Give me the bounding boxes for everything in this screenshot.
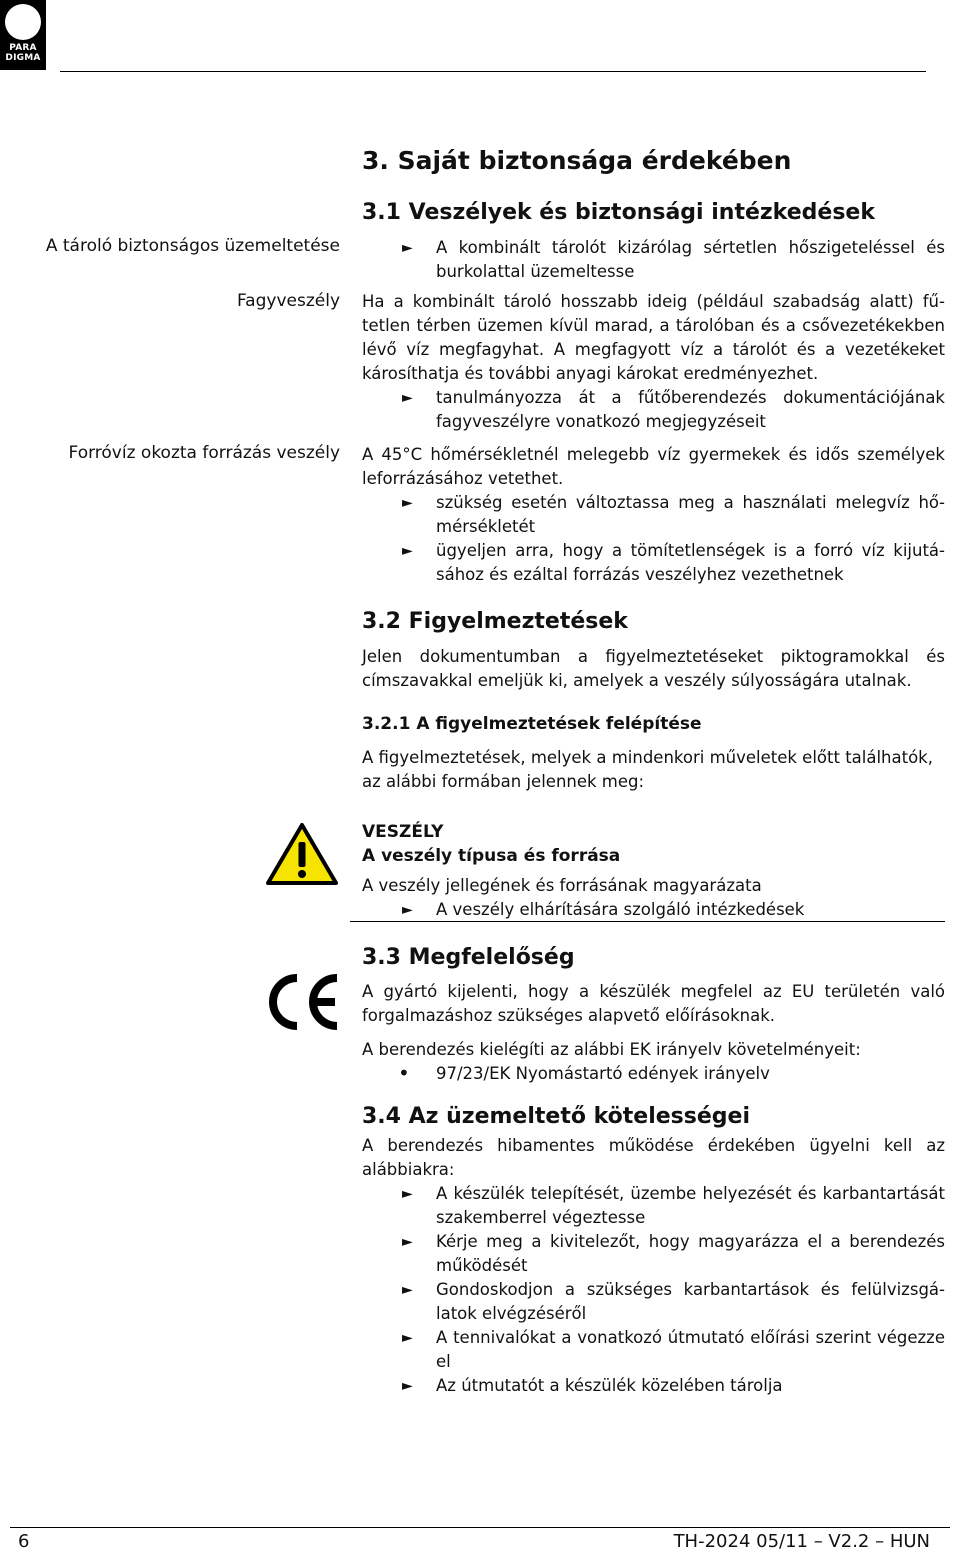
conformity-text: A gyártó kijelenti, hogy a készülék megfelel az EU területén való forgalmazáshoz szükséges alapvető előírásoknak. — [362, 982, 945, 1025]
warning-triangle-icon — [266, 823, 338, 885]
warning-type: A veszély típusa és forrása — [362, 846, 621, 866]
section-3-2-1-title: 3.2.1 A figyelmeztetések felépítése — [362, 714, 702, 734]
list-item: ► ügyeljen arra, hogy a tömítetlenségek is a forró víz kijutásához és ezáltal forrázás veszélyhez vezethetnek — [402, 541, 945, 584]
bullet-arrow-icon: ► — [402, 1378, 413, 1394]
scald-block — [362, 443, 945, 587]
list-item: ► szükség esetén változtassa meg a használati melegvíz hőmérsékletét — [402, 493, 945, 536]
frost-block — [362, 290, 945, 434]
section-3-2-text: Jelen dokumentumban a figyelmeztetéseket piktogramokkal és címszavakkal emeljük ki, amelyek a veszély súlyosságára utalnak. — [362, 647, 945, 690]
list-item: ► A kombinált tárolót kizárólag sértetlen hőszigeteléssel és burkolattal üzemeltesse — [402, 238, 945, 281]
ce-mark-icon — [263, 972, 341, 1032]
section-3-4-title: 3.4 Az üzemeltető kötelességei — [362, 1104, 750, 1129]
bullet-arrow-icon: ► — [402, 1186, 413, 1202]
page-number: 6 — [18, 1531, 30, 1552]
side-label-scald: Forróvíz okozta forrázás veszély — [68, 443, 340, 463]
directive-intro: A berendezés kielégíti az alábbi EK irányelv követelményeit: — [362, 1040, 861, 1059]
warning-description: A veszély jellegének és forrásának magyarázata — [362, 876, 762, 895]
bullet-arrow-icon: ► — [402, 390, 413, 406]
header-rule — [60, 71, 926, 72]
page-footer — [10, 1527, 950, 1552]
frost-text: Ha a kombinált tároló hosszabb ideig (például szabadság alatt) fűtetlen térben üzemen kívül marad, a tárolóban és a csővezetékekben lévő víz megfagyhat. A megfagyott víz a tárolót és a vezetékeket károsíthatja és további anyagi károkat eredményezhet. — [362, 292, 945, 383]
safe-operation-block — [362, 236, 945, 284]
operator-duties-text: A berendezés hibamentes működése érdekében ügyelni kell az alábbiakra: — [362, 1136, 945, 1179]
section-3-3-title: 3.3 Megfelelőség — [362, 945, 575, 970]
bullet-arrow-icon: ► — [402, 495, 413, 511]
section-3-2-title: 3.2 Figyelmeztetések — [362, 609, 628, 634]
list-item: ► A tennivalókat a vonatkozó útmutató előírási szerint végezze el — [402, 1328, 945, 1371]
side-label-frost: Fagyveszély — [236, 291, 340, 311]
section-3-title: 3. Saját biztonsága érdekében — [362, 146, 792, 175]
bullet-arrow-icon: ► — [402, 1282, 413, 1298]
list-item: ► Az útmutatót a készülék közelében tárolja — [362, 1374, 945, 1398]
section-3-3-body — [362, 980, 945, 1086]
list-item: ► A veszély elhárítására szolgáló intézkedések — [362, 898, 945, 922]
svg-text:CE: CE — [263, 972, 265, 973]
list-item: • 97/23/EK Nyomástartó edények irányelv — [398, 1061, 770, 1085]
list-item: ► tanulmányozza át a fűtőberendezés dokumentációjának fagyveszélyre vonatkozó megjegyzéseit — [402, 388, 945, 431]
warning-example — [362, 820, 945, 922]
section-3-2-1-text: A figyelmeztetések, melyek a mindenkori műveletek előtt találhatók, az alábbi formában jelennek meg: — [362, 748, 933, 791]
document-id: TH-2024 05/11 – V2.2 – HUN — [673, 1531, 930, 1552]
warning-signal-word: VESZÉLY — [362, 822, 444, 842]
list-item: ► Kérje meg a kivitelezőt, hogy magyarázza el a berendezés működését — [402, 1232, 945, 1275]
scald-text: A 45°C hőmérsékletnél melegebb víz gyermekek és idős személyek leforrázásához vetethet. — [362, 445, 945, 488]
paradigma-logo: PARA DIGMA — [0, 0, 46, 70]
list-item: ► A készülék telepítését, üzembe helyezését és karbantartását szakemberrel végeztesse — [402, 1184, 945, 1227]
section-3-4-body — [362, 1134, 945, 1398]
side-label-safe-operation: A tároló biztonságos üzemeltetése — [45, 236, 340, 256]
bullet-arrow-icon: ► — [402, 543, 413, 559]
bullet-dot-icon: • — [398, 1061, 410, 1085]
list-item: ► Gondoskodjon a szükséges karbantartások és felülvizsgálatok elvégzéséről — [402, 1280, 945, 1323]
section-3-1-title: 3.1 Veszélyek és biztonsági intézkedések — [362, 200, 875, 225]
bullet-arrow-icon: ► — [402, 1234, 413, 1250]
bullet-arrow-icon: ► — [402, 240, 413, 256]
bullet-arrow-icon: ► — [402, 1330, 413, 1346]
bullet-arrow-icon: ► — [402, 902, 413, 918]
